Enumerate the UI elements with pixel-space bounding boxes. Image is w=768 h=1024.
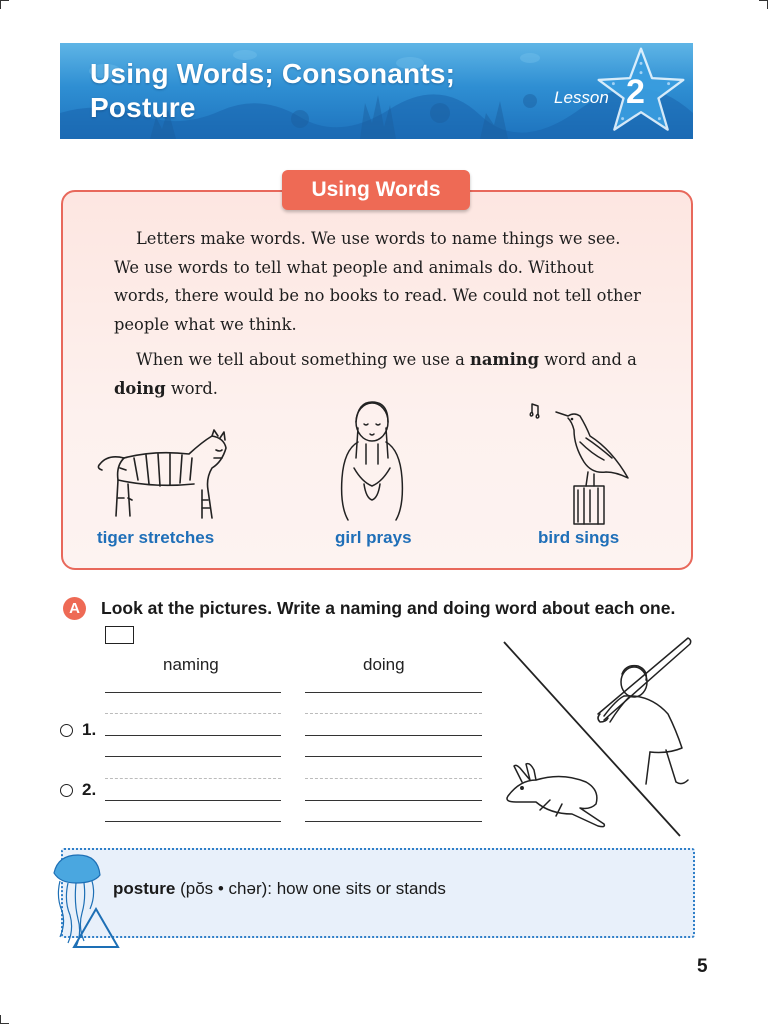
item-1-naming-line[interactable] [105,735,281,736]
crop-mark-top-right [759,0,768,9]
posture-pronunciation: (pŏs • chər) [180,879,268,898]
title-line-1: Using Words; Consonants; [90,58,456,89]
paragraph-1 [114,225,644,339]
lesson-label: Lesson [554,88,609,107]
lesson-banner [60,43,693,139]
paragraph-2-start: When we tell about something we use a [136,350,470,369]
item-2-doing-line[interactable] [305,800,482,801]
item-1-naming-baseline[interactable] [105,756,281,757]
jellyfish-icon [48,853,124,949]
activity-pictures [500,630,700,840]
page-number: 5 [697,956,708,977]
naming-bold: naming [470,350,540,369]
column-doing-header: doing [363,655,405,674]
naming-line-example[interactable] [105,692,281,693]
guide-line [105,713,281,714]
guide-line [105,778,281,779]
caption-girl: girl prays [335,528,412,547]
title-line-2: Posture [90,92,196,123]
guide-line [305,778,482,779]
caption-tiger: tiger stretches [97,528,215,547]
tiger-illustration [94,428,228,522]
item-2-doing-baseline[interactable] [305,821,482,822]
item-2-bullet [60,784,73,797]
paragraph-2-mid: word and a [539,350,637,369]
lesson-title [90,57,510,125]
instruction-text: Look at the pictures. Write a naming and doing word about each one. [101,598,676,618]
guide-line [305,713,482,714]
item-2-naming-line[interactable] [105,800,281,801]
posture-term: posture [113,879,176,898]
item-2-naming-baseline[interactable] [105,821,281,822]
paragraph-2 [114,346,644,403]
item-2-number: 2. [82,780,97,799]
item-1-bullet [60,724,73,737]
item-1-doing-baseline[interactable] [305,756,482,757]
paragraph-1-text: Letters make words. We use words to name things we see. We use words to tell what people and animals do. Without words, there would be no books to read. We could not tell other people what we think. [114,229,641,334]
rabbit-illustration [507,764,604,827]
using-words-tab: Using Words [282,170,470,210]
girl-illustration [336,398,408,522]
crop-mark-bottom-left [0,1015,9,1024]
paragraph-2-end: word. [165,378,218,398]
posture-definition [113,879,446,899]
doing-bold: doing [114,378,166,398]
column-naming-header: naming [163,655,219,674]
posture-meaning: : how one sits or stands [267,879,446,898]
item-1-number: 1. [82,720,97,739]
score-box[interactable] [105,626,134,644]
doing-line-example[interactable] [305,692,482,693]
crop-mark-top-left [0,0,9,9]
bird-illustration [528,402,632,526]
activity-a-badge: A [63,597,86,620]
lesson-number: 2 [626,73,645,111]
caption-bird: bird sings [538,528,620,547]
item-1-doing-line[interactable] [305,735,482,736]
